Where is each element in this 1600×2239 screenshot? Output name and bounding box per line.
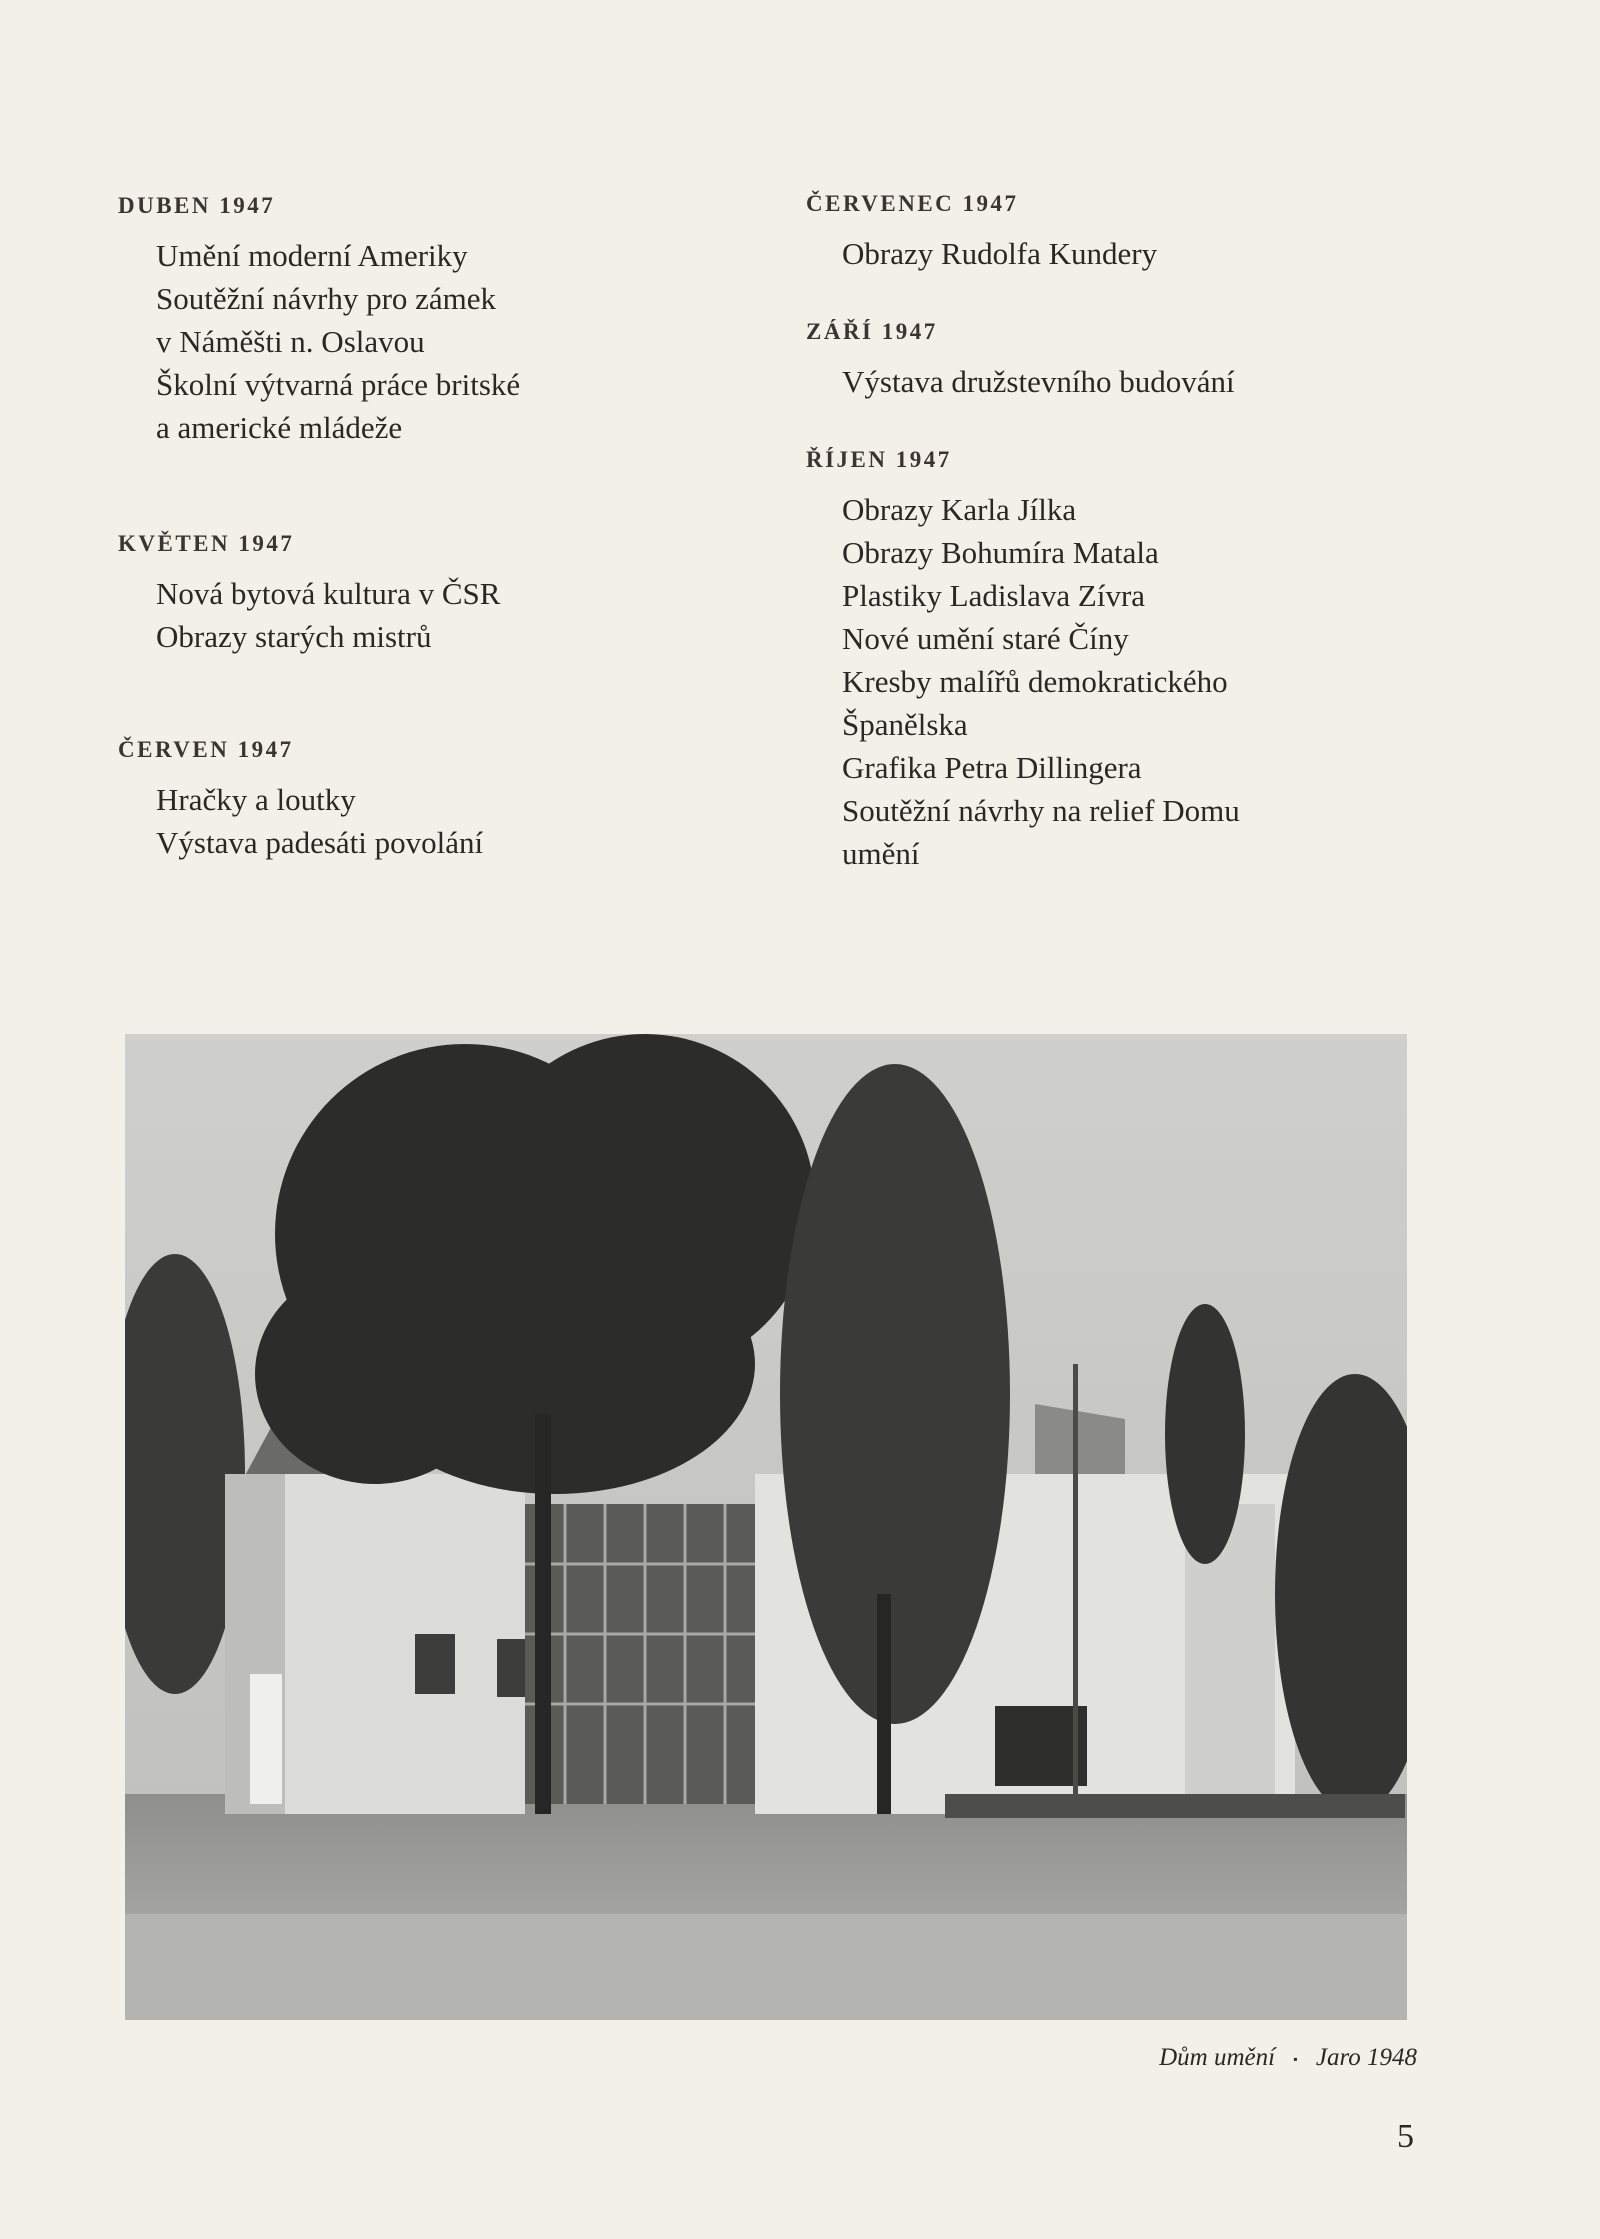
list-item: Grafika Petra Dillingera [842, 750, 1142, 785]
hedge [945, 1794, 1405, 1818]
list-item: Obrazy starých mistrů [156, 619, 432, 654]
list-item: Výstava družstevního budování [842, 364, 1235, 399]
list-item: Obrazy Rudolfa Kundery [842, 236, 1158, 271]
section-heading: DUBEN 1947 [118, 193, 276, 218]
list-item: Obrazy Bohumíra Matala [842, 535, 1159, 570]
list-item: Španělska [842, 707, 968, 742]
photo-illustration [125, 1034, 1407, 2020]
list-item: Plastiky Ladislava Zívra [842, 578, 1146, 613]
list-item: Hračky a loutky [156, 782, 356, 817]
section-kveten-1947 [118, 530, 678, 658]
poplar-tree [780, 1064, 1010, 1724]
list-item: Soutěžní návrhy na relief Domu [842, 793, 1240, 828]
building-photograph [125, 1034, 1407, 2020]
exhibition-list [842, 360, 1506, 403]
exhibition-list [156, 572, 678, 658]
caption-separator: ▪ [1293, 2051, 1298, 2066]
section-duben-1947 [118, 192, 678, 449]
flagpole [1073, 1364, 1078, 1814]
photo-caption [1159, 2044, 1417, 2072]
section-heading: ZÁŘÍ 1947 [806, 319, 938, 344]
tree-crown [255, 1264, 495, 1484]
section-cervenec-1947 [806, 190, 1506, 275]
exhibition-list [842, 488, 1506, 875]
list-item: Nové umění staré Číny [842, 621, 1129, 656]
exhibition-list [156, 234, 678, 449]
road [125, 1914, 1407, 2020]
list-item: Umění moderní Ameriky [156, 238, 468, 273]
list-item: Výstava padesáti povolání [156, 825, 484, 860]
list-item: umění [842, 836, 920, 871]
tree-right [1165, 1304, 1245, 1564]
list-item: a americké mládeže [156, 410, 403, 445]
section-zari-1947 [806, 318, 1506, 403]
caption-title: Dům umění [1159, 2044, 1276, 2071]
section-rijen-1947 [806, 446, 1506, 875]
section-heading: ČERVENEC 1947 [806, 191, 1019, 216]
list-item: Nová bytová kultura v ČSR [156, 576, 501, 611]
list-item: Soutěžní návrhy pro zámek [156, 281, 497, 316]
caption-date: Jaro 1948 [1315, 2044, 1417, 2071]
exhibition-list [156, 778, 678, 864]
list-item: Školní výtvarná práce britské [156, 367, 521, 402]
poplar-trunk [877, 1594, 891, 1814]
section-cerven-1947 [118, 736, 678, 864]
window [415, 1634, 455, 1694]
section-heading: ČERVEN 1947 [118, 737, 294, 762]
list-item: Kresby malířů demokratického [842, 664, 1228, 699]
list-item: Obrazy Karla Jílka [842, 492, 1077, 527]
tree-trunk [535, 1414, 551, 1814]
pedestal [250, 1674, 282, 1804]
section-heading: KVĚTEN 1947 [118, 531, 295, 556]
page-number: 5 [1397, 2118, 1414, 2155]
glass-hall [525, 1504, 755, 1804]
list-item: v Náměšti n. Oslavou [156, 324, 425, 359]
exhibition-list [842, 232, 1506, 275]
section-heading: ŘÍJEN 1947 [806, 447, 952, 472]
